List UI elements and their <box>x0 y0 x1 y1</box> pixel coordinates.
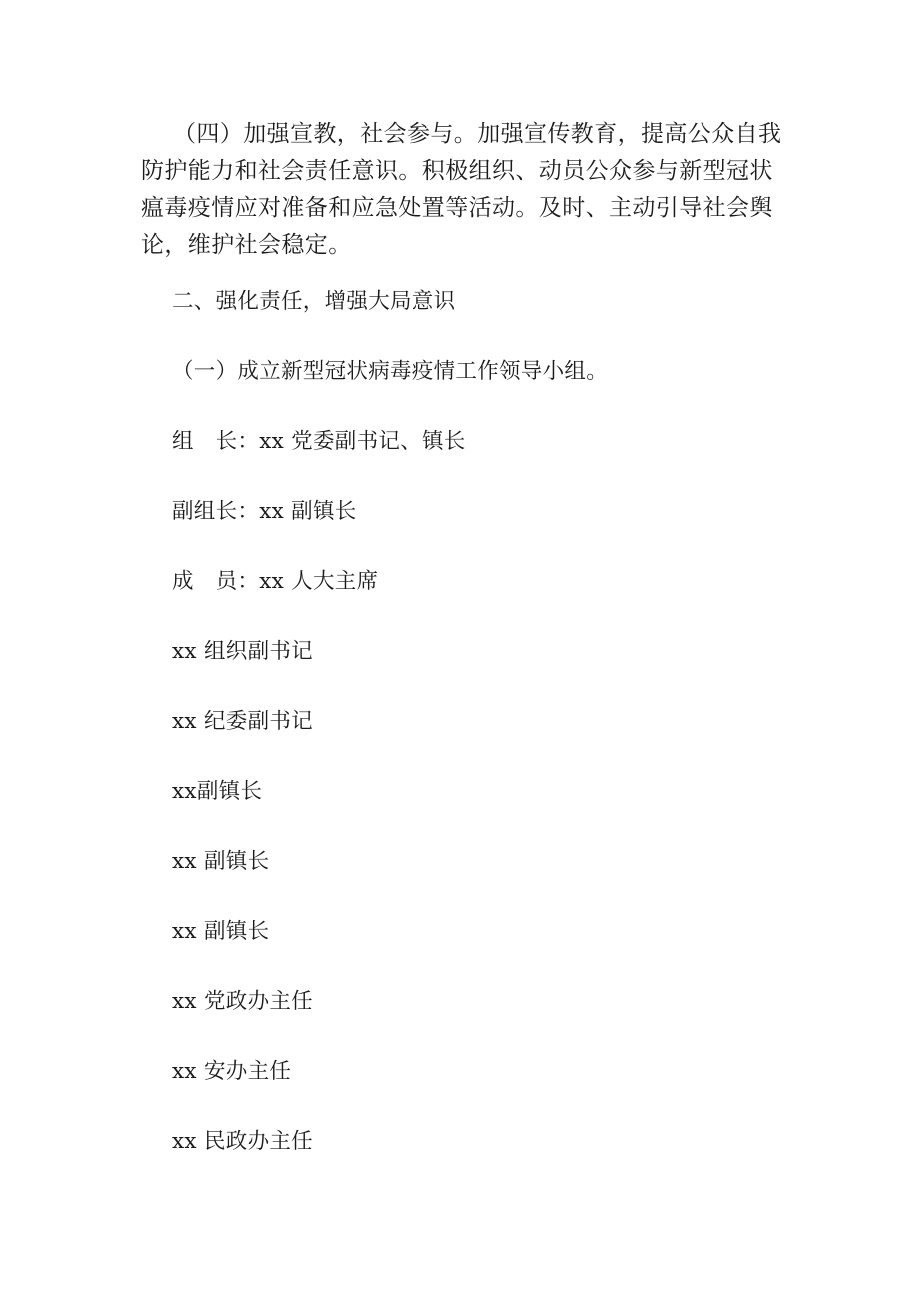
member-line: xx 副镇长 <box>172 849 270 874</box>
member-line: xx 纪委副书记 <box>172 709 313 734</box>
member-line: 副组长：xx 副镇长 <box>172 499 357 524</box>
member-line: 组 长：xx 党委副书记、镇长 <box>172 429 466 454</box>
member-line: xx 副镇长 <box>172 919 270 944</box>
member-line: xx 安办主任 <box>172 1059 292 1084</box>
member-line: xx 组织副书记 <box>172 639 313 664</box>
member-line: xx 民政办主任 <box>172 1129 313 1154</box>
paragraph-text: （四）加强宣教，社会参与。加强宣传教育，提高公众自我防护能力和社会责任意识。积极组织、动员公众参与新型冠状瘟毒疫情应对准备和应急处置等活动。及时、主动引导社会舆论，维护社会稳定。 <box>141 121 782 258</box>
member-line: xx 党政办主任 <box>172 989 313 1014</box>
section-heading: 二、强化责任，增强大局意识 <box>172 289 456 314</box>
member-line: xx副镇长 <box>172 779 263 804</box>
member-line: 成 员：xx 人大主席 <box>172 569 379 594</box>
body-paragraph <box>141 116 791 264</box>
sub-heading: （一）成立新型冠状病毒疫情工作领导小组。 <box>172 359 609 384</box>
